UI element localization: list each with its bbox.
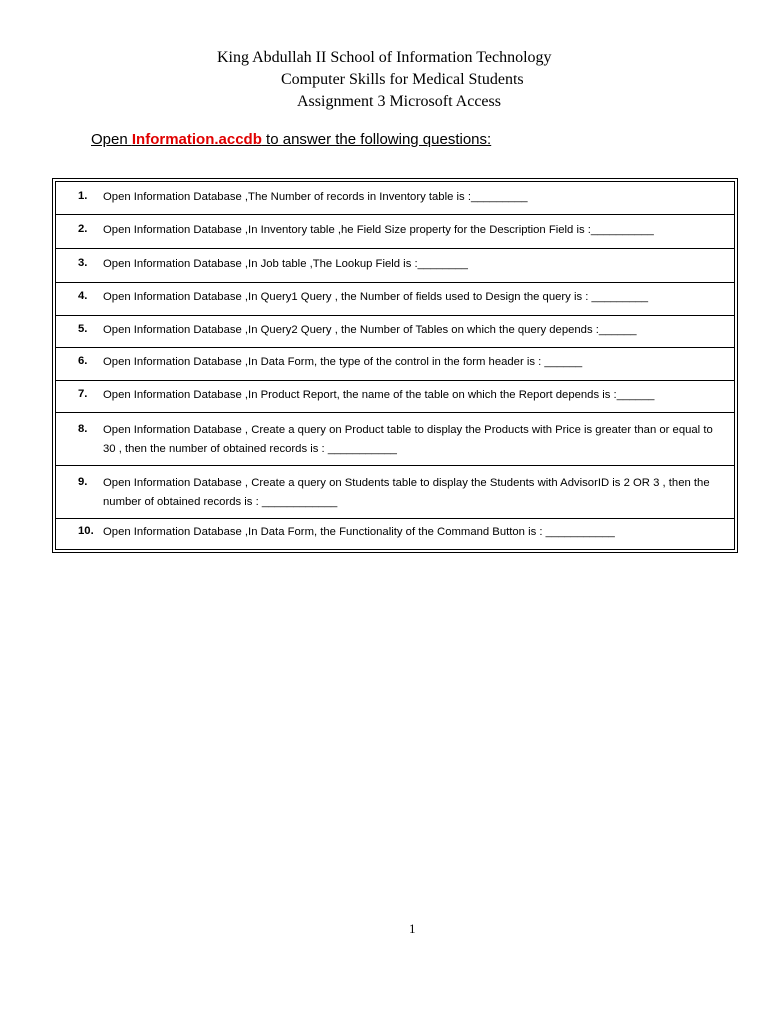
instruction-suffix: to answer the following questions:	[261, 131, 492, 148]
question-number: 4.	[78, 290, 88, 302]
question-row	[56, 348, 734, 381]
question-number: 5.	[78, 323, 88, 335]
school-name: King Abdullah II School of Information Technology	[217, 49, 552, 66]
question-number: 1.	[78, 190, 88, 202]
question-text: Open Information Database ,In Product Report, the name of the table on which the Report depends is :______	[103, 389, 655, 401]
database-filename: Information.accdb	[131, 131, 262, 148]
question-row	[56, 413, 734, 466]
question-text: Open Information Database ,In Data Form, the type of the control in the form header is : ______	[103, 356, 583, 368]
question-text: Open Information Database ,In Inventory table ,he Field Size property for the Description Field is :__________	[103, 224, 654, 236]
instruction-line	[91, 131, 491, 148]
question-text: Open Information Database ,In Query1 Query , the Number of fields used to Design the query is : _________	[103, 291, 649, 303]
question-row	[56, 215, 734, 249]
question-text: Open Information Database ,In Data Form, the Functionality of the Command Button is : ___________	[103, 526, 615, 538]
question-number: 3.	[78, 257, 88, 269]
course-name: Computer Skills for Medical Students	[281, 71, 524, 88]
question-number: 10.	[78, 525, 94, 537]
instruction-prefix: Open	[91, 131, 132, 148]
question-number: 9.	[78, 476, 88, 488]
question-text: Open Information Database ,In Job table ,The Lookup Field is :________	[103, 258, 468, 270]
page-number: 1	[409, 921, 416, 936]
question-text: Open Information Database , Create a query on Product table to display the Products with Price is greater than or equal to 30 , then the number of obtained records is : ___________	[103, 424, 713, 455]
question-text: Open Information Database ,In Query2 Query , the Number of Tables on which the query depends :______	[103, 324, 637, 336]
question-row	[56, 249, 734, 283]
question-text: Open Information Database , Create a query on Students table to display the Students with AdvisorID is 2 OR 3 , then the number of obtained records is : ____________	[103, 477, 710, 508]
question-row	[56, 182, 734, 215]
question-row	[56, 466, 734, 519]
question-number: 8.	[78, 423, 88, 435]
question-row	[56, 316, 734, 348]
assignment-title: Assignment 3 Microsoft Access	[297, 93, 501, 110]
question-number: 6.	[78, 355, 88, 367]
question-row	[56, 283, 734, 316]
question-row	[56, 519, 734, 549]
question-number: 7.	[78, 388, 88, 400]
question-number: 2.	[78, 223, 88, 235]
questions-table	[52, 178, 738, 553]
question-row	[56, 381, 734, 413]
question-text: Open Information Database ,The Number of records in Inventory table is :_________	[103, 191, 528, 203]
